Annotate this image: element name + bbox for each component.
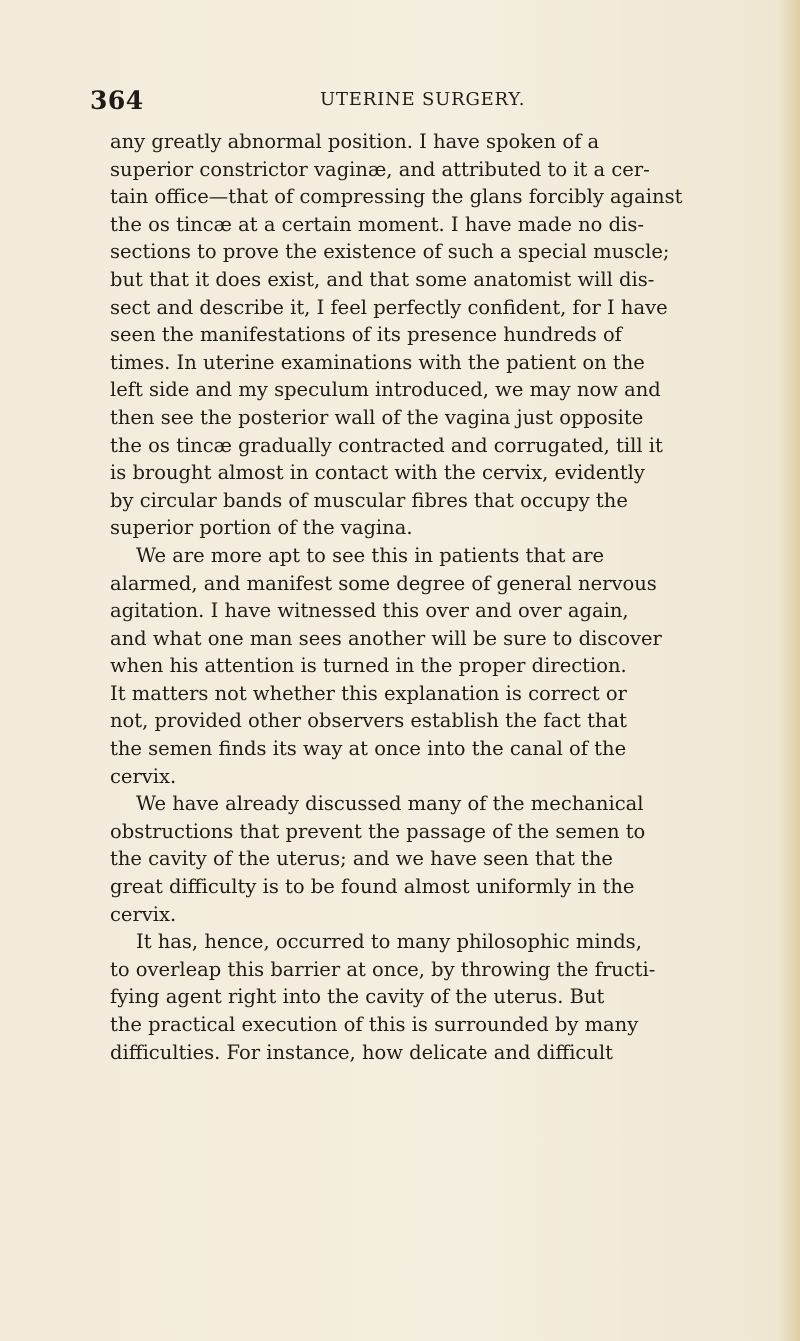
- text-line: and what one man sees another will be sure to discover: [110, 626, 662, 650]
- text-line: the semen finds its way at once into the canal of the: [110, 737, 627, 761]
- text-line: not, provided other observers establish the fact that: [110, 709, 627, 733]
- text-line: It matters not whether this explanation is correct or: [110, 681, 627, 705]
- text-line: times. In uterine examinations with the patient on the: [110, 350, 645, 374]
- text-line: to overleap this barrier at once, by throwing the fructi-: [110, 957, 656, 981]
- running-head: UTERINE SURGERY.: [320, 89, 526, 110]
- text-line: the os tincæ gradually contracted and corrugated, till it: [110, 433, 663, 457]
- body-text: [110, 128, 730, 1066]
- text-line: left side and my speculum introduced, we may now and: [110, 378, 661, 402]
- text-line: by circular bands of muscular fibres that occupy the: [110, 488, 628, 512]
- page-edge-shadow: [778, 0, 800, 1341]
- paragraph-start-line: It has, hence, occurred to many philosophic minds,: [136, 930, 642, 954]
- text-line: obstructions that prevent the passage of the semen to: [110, 819, 646, 843]
- text-line: sections to prove the existence of such a special muscle;: [110, 240, 670, 264]
- paragraph-start-line: We have already discussed many of the mechanical: [136, 792, 644, 816]
- text-line: then see the posterior wall of the vagina just opposite: [110, 405, 644, 429]
- text-line: agitation. I have witnessed this over and over again,: [110, 599, 629, 623]
- text-line: cervix.: [110, 764, 177, 788]
- text-line: the os tincæ at a certain moment. I have made no dis-: [110, 212, 644, 236]
- text-line: cervix.: [110, 902, 177, 926]
- text-line: sect and describe it, I feel perfectly confident, for I have: [110, 295, 668, 319]
- text-line: superior constrictor vaginæ, and attributed to it a cer-: [110, 157, 650, 181]
- text-line: difficulties. For instance, how delicate and difficult: [110, 1040, 613, 1064]
- page-header: [90, 86, 722, 116]
- text-line: fying agent right into the cavity of the uterus. But: [110, 985, 605, 1009]
- paragraph-start-line: We are more apt to see this in patients that are: [136, 543, 605, 567]
- text-line: alarmed, and manifest some degree of general nervous: [110, 571, 657, 595]
- text-line: great difficulty is to be found almost uniformly in the: [110, 875, 635, 899]
- text-line: the cavity of the uterus; and we have seen that the: [110, 847, 613, 871]
- text-line: seen the manifestations of its presence hundreds of: [110, 323, 622, 347]
- text-line: is brought almost in contact with the cervix, evidently: [110, 461, 645, 485]
- text-line: but that it does exist, and that some anatomist will dis-: [110, 267, 655, 291]
- page-number: 364: [90, 86, 144, 115]
- text-line: superior portion of the vagina.: [110, 516, 413, 540]
- text-line: when his attention is turned in the proper direction.: [110, 654, 627, 678]
- text-line: any greatly abnormal position. I have spoken of a: [110, 130, 600, 153]
- text-line: tain office—that of compressing the glans forcibly against: [110, 185, 683, 209]
- text-line: the practical execution of this is surrounded by many: [110, 1013, 639, 1036]
